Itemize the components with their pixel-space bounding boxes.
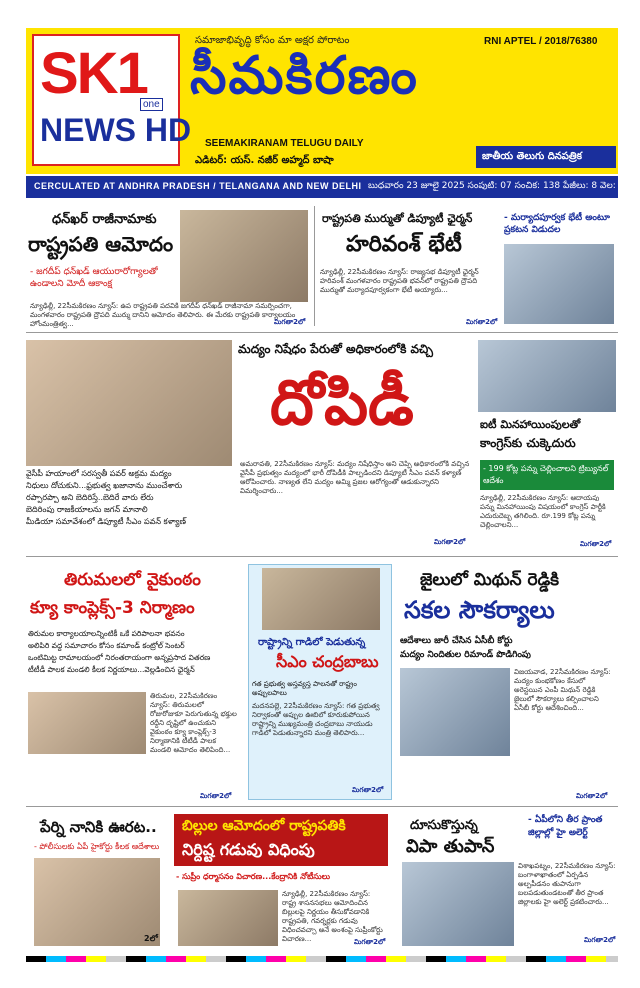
editor-line: ఎడిటర్: యస్. నజీర్ అహ్మద్ బాషా xyxy=(195,155,334,166)
mithun-headline: సకల సౌకర్యాలు xyxy=(404,596,555,624)
national-tag: జాతీయ తెలుగు దినపత్రిక xyxy=(476,146,616,168)
tirumala-bullet: ఒంటిమిట్ట రామాలయంలో నిరంతరాయంగా అన్నప్రసాద వితరణ xyxy=(28,653,211,662)
bills-kicker: బిల్లుల ఆమోదంలో రాష్ట్రపతికి xyxy=(182,818,346,834)
mithun-bullet: మద్యం నిందితుల రిమాండ్ పొడిగింపు xyxy=(400,650,531,660)
pawan-caption-line: బెదిరింపు రాజకీయాలను జగన్ మానాలి xyxy=(26,505,148,514)
mithun-bullet: ఆదేశాలు జారీ చేసిన ఏసీబీ కోర్టు xyxy=(400,636,513,646)
dopidi-more-link[interactable]: మిగతా2లో xyxy=(434,538,466,546)
cyclone-headline: విపా తుపాన్ xyxy=(406,836,495,857)
tirumala-body: తిరుమల, 22సీమకిరణం న్యూస్: తిరుమలలో రోజురోజుకూ పెరుగుతున్న భక్తుల రద్దీని దృష్టిలో ఉంచుకుని వైకుంఠం క్యూ కాంప్లెక్స్-3 నిర్మాణానికి టీటీడీ పాలక మండలి ఆమోదం తెలిపింది... xyxy=(150,692,237,754)
harivansh-side-note: - మర్యాదపూర్వక భేటీ అంటూ ప్రకటన విడుదల xyxy=(504,213,610,235)
mithun-kicker: జైలులో మిథున్ రెడ్డికి xyxy=(420,570,560,590)
cm-more-link[interactable]: మిగతా2లో xyxy=(352,786,384,794)
dhankhar-sub: - జగదీప్ ధన్‌ఖడ్ ఆయురారోగ్యాలతో ఉండాలని మోదీ ఆకాంక్ష xyxy=(30,267,158,289)
dhankhar-photo xyxy=(180,210,308,302)
harivansh-headline: హరివంశ్ భేటీ xyxy=(346,232,462,257)
perni-headline: పేర్ని నానికి ఊరట.. xyxy=(40,818,157,836)
it-headline: కాంగ్రెస్‌కు చుక్కెదురు xyxy=(480,436,576,450)
tirumala-bullet: తిరుమల కార్యాలయాలన్నింటికీ ఒకే పరిపాలనా భవనం xyxy=(28,629,185,638)
it-kicker: ఐటీ మినహాయింపులతో xyxy=(480,418,581,431)
newspaper-title: సీమకిరణం xyxy=(190,46,419,106)
cm-headline: సీఎం చంద్రబాబు xyxy=(276,652,379,671)
perni-more-link[interactable]: 2లో xyxy=(144,934,158,943)
mithun-photo xyxy=(400,668,510,756)
cm-body: మదనపల్లె, 22సీమకిరణం న్యూస్: గత ప్రభుత్వ నిర్వాకంతో అప్పుల ఊబిలో కూరుకుపోయిన రాష్ట్రాన్ని ముఖ్యమంత్రి చంద్రబాబు నాయుడు గాడిలో పెడుతున్నారని మంత్రి తెలిపారు... xyxy=(252,702,380,737)
tirumala-headline: క్యూ కాంప్లెక్స్-3 నిర్మాణం xyxy=(30,598,195,618)
tagline: సమాజాభివృద్ధి కోసం మా అక్షర పోరాటం xyxy=(195,35,350,46)
cyclone-body: విశాఖపట్నం, 22సీమకిరణం న్యూస్: బంగాళాఖాతంలో ఏర్పడిన అల్పపీడనం తుపానుగా బలపడుతుండటంతో తీర ప్రాంత జిల్లాలకు హై అలెర్ట్ ప్రకటించారు... xyxy=(518,862,616,906)
logo-sk1-text: SK1 xyxy=(40,41,147,106)
section-divider xyxy=(26,332,618,333)
bills-body: న్యూఢిల్లీ, 22సీమకిరణం న్యూస్: రాష్ట్ర శాసనసభలు ఆమోదించిన బిల్లులపై నిర్ణయం తీసుకోవడానికి రాష్ట్రపతి, గవర్నర్లకు గడువు విధించవచ్చా అనే అంశంపై సుప్రీంకోర్టు విచారణ... xyxy=(282,890,383,943)
pawan-caption-block xyxy=(26,468,236,528)
supreme-court-photo xyxy=(178,890,278,946)
tirumala-more-link[interactable]: మిగతా2లో xyxy=(200,792,232,800)
dateline: బుధవారం 23 జూలై 2025 సంపుటి: 07 సంచిక: 138 పేజీలు: 8 వెల: 2 xyxy=(368,181,625,191)
tirumala-bullet: టీటీడీ పాలక మండలి కీలక నిర్ణయాలు...వెల్లడించిన ఛైర్మన్ xyxy=(28,665,195,674)
tirumala-kicker: తిరుమలలో వైకుంఠం xyxy=(64,570,201,590)
color-registration-strip xyxy=(26,956,618,962)
dhankhar-more-link[interactable]: మిగతా2లో xyxy=(274,318,306,326)
cyclone-photo xyxy=(402,862,514,946)
congress-leaders-photo xyxy=(478,340,616,412)
cyclone-side-note: - ఏపీలోని తీర ప్రాంత జిల్లాల్లో హై అలెర్ట్ xyxy=(528,815,603,838)
mithun-bullets xyxy=(400,634,614,662)
pawan-caption-line: రప్పారప్పా అని బెదిరిస్తే..బెదిరే వారు లేరు xyxy=(26,493,154,502)
dopidi-headline: దోపిడీ xyxy=(270,366,414,439)
column-divider xyxy=(314,206,315,326)
it-sub: - 199 కోట్ల పన్ను చెల్లించాలని ట్రిబ్యునల్ ఆదేశం xyxy=(480,460,614,490)
mithun-more-link[interactable]: మిగతా2లో xyxy=(576,792,608,800)
tirumala-photo xyxy=(28,692,146,754)
harivansh-body: న్యూఢిల్లీ, 22సీమకిరణం న్యూస్: రాజ్యసభ డిప్యూటీ ఛైర్మన్ హరివంశ్ మంగళవారం రాష్ట్రపతి భవన్‌లో రాష్ట్రపతి ద్రౌపది ముర్ముతో మర్యాదపూర్వకంగా భేటీ అయ్యారు... xyxy=(320,268,479,294)
pawan-caption-line: వైసీపీ హయాంలో సరస్వతీ పవర్ అక్రమ మద్యం xyxy=(26,469,172,478)
perni-sub: - పోలీసులకు ఏపీ హైకోర్టు కీలక ఆదేశాలు xyxy=(34,842,160,851)
tirumala-bullet: అలిపిరి వద్ద సమాచారం కోసం కమాండ్ కంట్రోల్ సెంటర్ xyxy=(28,641,185,650)
dhankhar-kicker: ధన్‌ఖర్ రాజీనామాకు xyxy=(52,212,157,227)
it-body: న్యూఢిల్లీ, 22సీమకిరణం న్యూస్: ఆదాయపు పన్ను మినహాయింపు విషయంలో కాంగ్రెస్ పార్టీకి ఎదురుదెబ్బ తగిలింది. రూ.199 కోట్ల పన్ను చెల్లించాలని... xyxy=(480,494,606,529)
rni-number: RNI APTEL / 2018/76380 xyxy=(484,36,598,47)
it-more-link[interactable]: మిగతా2లో xyxy=(580,540,612,548)
cm-kicker: రాష్ట్రాన్ని గాడిలో పెడుతున్న xyxy=(258,637,366,648)
newspaper-title-english: SEEMAKIRANAM TELUGU DAILY xyxy=(205,138,364,149)
cyclone-kicker: దూసుకొస్తున్న xyxy=(410,818,478,833)
cyclone-more-link[interactable]: మిగతా2లో xyxy=(584,936,616,944)
dhankhar-body: న్యూఢిల్లీ, 22సీమకిరణం న్యూస్: ఉప రాష్ట్రపతి పదవికి జగదీప్ ధన్‌ఖడ్ రాజీనామా సమర్పించగా, మంగళవారం రాష్ట్రపతి ద్రౌపది ముర్ము దానిని ఆమోదం తెలిపారు. ఈ మేరకు రాష్ట్రపతి కార్యాలయం హోంమంత్రిత్వ... xyxy=(30,302,296,328)
bills-sub: - సుప్రీం ధర్మాసనం విచారణ...కేంద్రానికి నోటీసులు xyxy=(176,872,331,881)
tirumala-bullets xyxy=(28,628,238,676)
cm-sub: గత ప్రభుత్వ అస్తవ్యస్త పాలనతో రాష్ట్రం అప్పులపాలు xyxy=(252,680,357,697)
logo-news-text: NEWS HD xyxy=(40,112,192,148)
section-divider xyxy=(26,806,618,807)
pawan-caption-line: నిధులు దోచుకుని...ఫ్రభుత్వ ఖజానాను ముంచేశారు xyxy=(26,481,183,490)
section-divider xyxy=(26,556,618,557)
minister-photo xyxy=(262,568,380,630)
bills-more-link[interactable]: మిగతా2లో xyxy=(354,938,386,946)
dopidi-kicker: మద్యం నిషేధం పేరుతో అధికారంలోకి వచ్చి xyxy=(238,342,434,356)
perni-nani-photo xyxy=(34,858,160,946)
bills-headline: నిర్దిష్ట గడువు విధింపు xyxy=(182,840,315,859)
harivansh-more-link[interactable]: మిగతా2లో xyxy=(466,318,498,326)
logo-badge: one xyxy=(140,98,163,111)
dhankhar-headline: రాష్ట్రపతి ఆమోదం xyxy=(28,232,174,256)
harivansh-kicker: రాష్ట్రపతి ముర్ముతో డిప్యూటీ ఛైర్మన్ xyxy=(322,212,473,225)
pawan-kalyan-photo xyxy=(26,340,232,466)
dopidi-body: అమరావతి, 22సీమకిరణం న్యూస్: మద్యం నిషేధిస్తాం అని చెప్పి అధికారంలోకి వచ్చిన వైసీపీ ప్రభుత్వం మద్యంలో భారీ దోపిడీకి పాల్పడిందని డిప్యూటీ సీఎం పవన్ కళ్యాణ్ ఆరోపించారు. నాణ్యత లేని మద్యం అమ్మి ప్రజల ఆరోగ్యంతో ఆడుకున్నారని విమర్శించారు... xyxy=(240,460,470,495)
harivansh-photo xyxy=(504,244,614,324)
pawan-caption-line: మీడియా సమావేశంలో డిప్యూటీ సీఎం పవన్ కళ్యాణ్ xyxy=(26,517,186,526)
mithun-body: విజయవాడ, 22సీమకిరణం న్యూస్: మద్యం కుంభకోణం కేసులో అరెస్టయిన ఎంపీ మిథున్ రెడ్డికి జైలులో సౌకర్యాలు కల్పించాలని ఏసీబీ కోర్టు ఆదేశించింది... xyxy=(514,668,611,712)
circulation-text: CERCULATED AT ANDHRA PRADESH / TELANGANA AND NEW DELHI xyxy=(34,181,362,191)
